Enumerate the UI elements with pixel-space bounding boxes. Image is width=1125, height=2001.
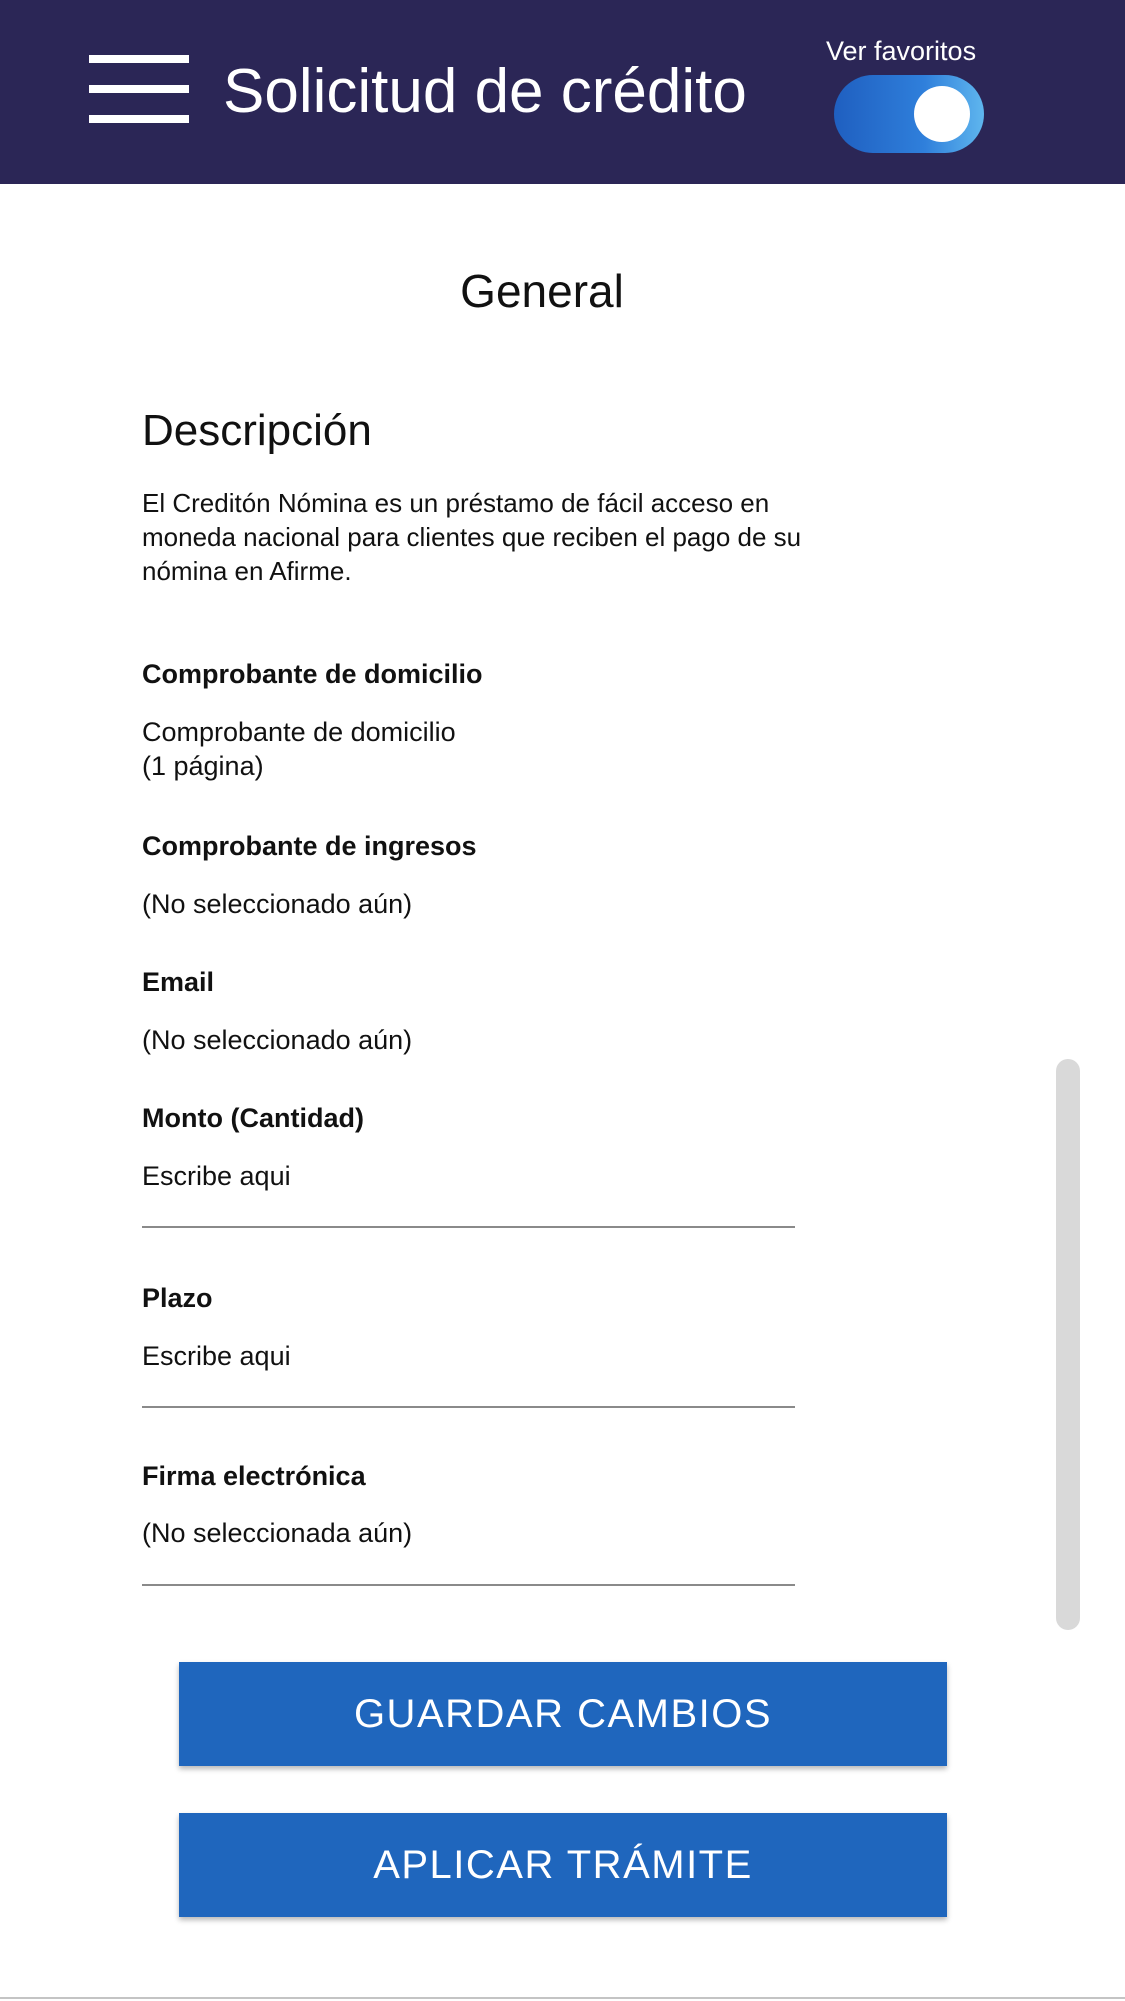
field-value-comprobante-domicilio[interactable]: Comprobante de domicilio (142, 717, 456, 747)
favorites-toggle-label: Ver favoritos (826, 36, 977, 66)
scrollbar[interactable] (1056, 1059, 1080, 1630)
toggle-knob (914, 86, 970, 142)
field-label-comprobante-ingresos: Comprobante de ingresos (142, 831, 477, 861)
plazo-input-underline (142, 1406, 795, 1408)
app-header (0, 0, 1125, 184)
page-title: Solicitud de crédito (223, 57, 747, 126)
field-label-comprobante-domicilio: Comprobante de domicilio (142, 659, 483, 689)
field-label-plazo: Plazo (142, 1283, 213, 1313)
menu-bar-middle (89, 85, 189, 93)
monto-input[interactable] (142, 1156, 795, 1196)
field-value-email[interactable]: (No seleccionado aún) (142, 1025, 413, 1055)
menu-bar-top (89, 55, 189, 63)
monto-input-underline (142, 1226, 795, 1228)
field-label-email: Email (142, 967, 215, 997)
field-label-monto: Monto (Cantidad) (142, 1103, 364, 1133)
plazo-input[interactable] (142, 1336, 795, 1376)
field-label-firma: Firma electrónica (142, 1461, 366, 1491)
menu-bar-bottom (89, 115, 189, 123)
description-heading: Descripción (142, 406, 372, 455)
hamburger-menu-icon[interactable] (89, 55, 189, 123)
firma-underline (142, 1584, 795, 1586)
field-value-firma[interactable]: (No seleccionada aún) (142, 1518, 413, 1548)
field-value-comprobante-domicilio-pages[interactable]: (1 página) (142, 751, 264, 781)
bottom-divider (0, 1997, 1125, 1999)
favorites-toggle[interactable] (834, 75, 984, 153)
description-text: El Creditón Nómina es un préstamo de fácil acceso en moneda nacional para clientes que reciben el pago de su nómina en Afirme. (142, 488, 802, 586)
section-title: General (460, 265, 624, 317)
apply-procedure-button[interactable]: APLICAR TRÁMITE (179, 1813, 947, 1917)
save-changes-button[interactable]: GUARDAR CAMBIOS (179, 1662, 947, 1766)
field-value-comprobante-ingresos[interactable]: (No seleccionado aún) (142, 889, 413, 919)
